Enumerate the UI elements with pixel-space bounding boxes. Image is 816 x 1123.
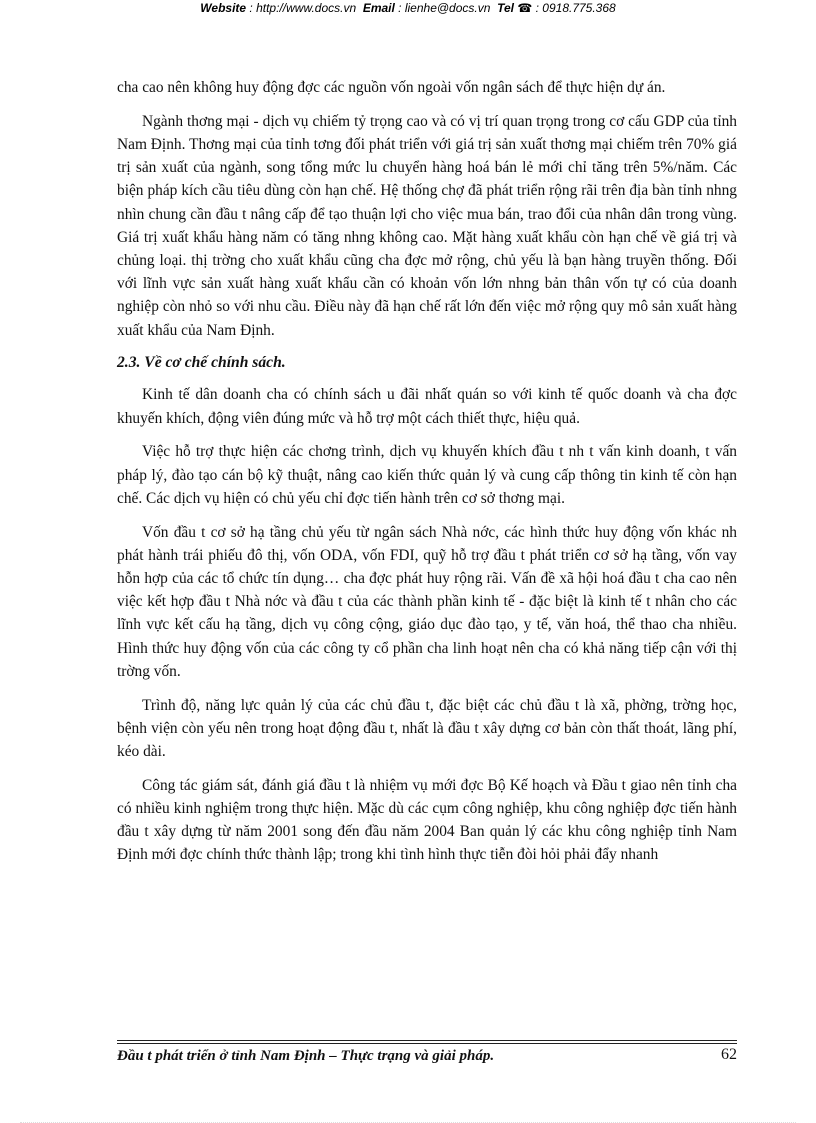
website-value[interactable]: : http://www.docs.vn [249,1,357,15]
section-paragraph-4: Trình độ, năng lực quản lý của các chủ đầu t, đặc biệt các chủ đầu t là xã, phờng, trờng học, bệnh viện còn yếu nên trong hoạt động đầu t, nhất là đầu t xây dựng cơ bản còn thất thoát, lãng phí, kéo dài. [117,696,737,761]
footer-title: Đầu t phát triển ở tỉnh Nam Định – Thực trạng và giải pháp. [117,1048,495,1064]
paragraph-1: cha cao nên không huy động đợc các nguồn vốn ngoài vốn ngân sách để thực hiện dự án. [117,79,666,96]
phone-icon: ☎ [517,1,533,15]
page-footer [117,1044,737,1068]
email-value[interactable]: : lienhe@docs.vn [398,1,491,15]
section-paragraph-2: Việc hỗ trợ thực hiện các chơng trình, dịch vụ khuyến khích đầu t nh t vấn kinh doanh, t vấn pháp lý, đào tạo cán bộ kỹ thuật, nâng cao kiến thức quản lý và cung cấp thông tin kinh tế còn hạn chế. Các dịch vụ hiện có chủ yếu chỉ đợc tiến hành trên cơ sở thơng mại. [117,443,737,507]
tel-label: Tel [497,1,514,15]
section-heading: 2.3. Về cơ chế chính sách. [117,354,286,372]
page-number: 62 [721,1046,737,1063]
website-label: Website [200,1,247,15]
section-paragraph-3: Vốn đầu t cơ sở hạ tầng chủ yếu từ ngân sách Nhà nớc, các hình thức huy động vốn khác nh phát hành trái phiếu đô thị, vốn ODA, vốn FDI, quỹ hỗ trợ đầu t phát triển cơ sở hạ tầng, vốn vay hỗn hợp của các tổ chức tín dụng… cha đợc phát huy rộng rãi. Vấn đề xã hội hoá đầu t cha cao nên việc kết hợp đầu t Nhà nớc và đầu t của các thành phần kinh tế - đặc biệt là kinh tế t nhân cho các lĩnh vực kết cấu hạ tầng, dịch vụ công cộng, giáo dục đào tạo, y tế, văn hoá, thể thao cha nhiều. Hình thức huy động vốn của các công ty cổ phần cha linh hoạt nên cha có khả năng tiếp cận với thị trờng vốn. [117,523,737,680]
email-label: Email [362,1,395,15]
section-paragraph-1: Kinh tế dân doanh cha có chính sách u đãi nhất quán so với kinh tế quốc doanh và cha đợc khuyến khích, động viên đúng mức và hỗ trợ một cách thiết thực, hiệu quả. [117,386,737,427]
section-paragraph-5: Công tác giám sát, đánh giá đầu t là nhiệm vụ mới đợc Bộ Kế hoạch và Đầu t giao nên tỉnh cha có nhiều kinh nghiệm trong thực hiện. Mặc dù các cụm công nghiệp, khu công nghiệp đợc tiến hành đầu t xây dựng từ năm 2001 song đến đầu năm 2004 Ban quản lý các khu công nghiệp tỉnh Nam Định mới đợc chính thức thành lập; trong khi tình hình thực tiễn đòi hỏi phải đẩy nhanh [117,776,737,864]
paragraph-2: Ngành thơng mại - dịch vụ chiếm tỷ trọng cao và có vị trí quan trọng trong cơ cấu GDP của tỉnh Nam Định. Thơng mại của tỉnh tơng đối phát triển với giá trị sản xuất thơng mại chiếm trên 70% giá trị sản xuất của ngành, song tổng mức lu chuyển hàng hoá bán lẻ mới chỉ tăng trên 5%/năm. Các biện pháp kích cầu tiêu dùng còn hạn chế. Hệ thống chợ đã phát triển rộng rãi trên địa bàn tỉnh nhng nhìn chung cần đầu t nâng cấp để tạo thuận lợi cho việc mua bán, trao đổi của nhân dân trong vùng. Giá trị xuất khẩu hàng năm có tăng nhng không cao. Mặt hàng xuất khẩu còn hạn chế về giá trị và chủng loại. thị trờng cho xuất khẩu cũng cha đợc mở rộng, chủ yếu là bạn hàng truyền thống. Đối với lĩnh vực sản xuất hàng xuất khẩu cần có khoản vốn lớn nhng bản thân vốn tự có của doanh nghiệp còn nhỏ so với nhu cầu. Điều này đã hạn chế rất lớn đến việc mở rộng quy mô sản xuất hàng xuất khẩu của Nam Định. [117,112,737,339]
page-body [117,76,737,877]
footer-rule-top [117,1040,737,1041]
tel-value: : 0918.775.368 [535,1,616,15]
page-header [0,0,816,16]
